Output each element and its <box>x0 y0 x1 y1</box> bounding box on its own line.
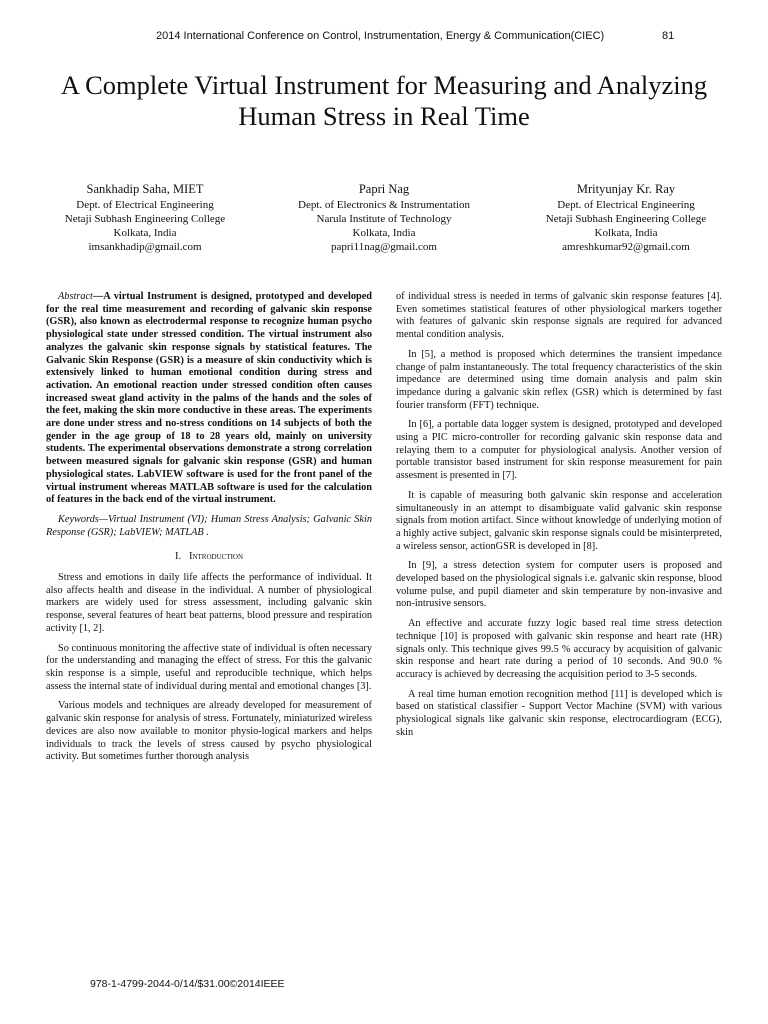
body-paragraph: In [9], a stress detection system for computer users is proposed and developed based on the physiological signals i.e. galvanic skin response, blood volume pulse, and pupil diameter and skin temperature by non-invasive and non-intrusive sensors. <box>396 560 722 610</box>
author-email: imsankhadip@gmail.com <box>88 241 202 253</box>
author-name: Sankhadip Saha, MIET <box>86 182 204 196</box>
author-location: Kolkata, India <box>594 227 658 239</box>
section-title: Introduction <box>188 551 244 563</box>
author-institute: Narula Institute of Technology <box>316 213 452 225</box>
author-dept: Dept. of Electronics & Instrumentation <box>298 199 470 211</box>
body-paragraph: So continuous monitoring the affective state of individual is often necessary for the understanding and managing the effect of stress. For this the galvanic skin response is a simple, useful and reproducible technique, which helps assess the internal state of individual during mental and emotional changes [3]. <box>46 642 372 692</box>
body-paragraph: In [5], a method is proposed which determines the transient impedance change of palm instantaneously. The total frequency characteristics of the skin impedance are determined using time domain analysis and palm skin impedance during a galvanic skin reflex (GSR) which is determined by fast fourier transform (FFT) technique. <box>396 348 722 411</box>
author-name: Papri Nag <box>358 182 410 196</box>
left-column <box>46 291 372 771</box>
body-paragraph: Stress and emotions in daily life affects the performance of individual. It also affects health and disease in the individual. A number of physiological markers are widely used for stress assessment, including galvanic skin response, several features of heart beat patterns, blood pressure and respiration activity [1, 2]. <box>46 572 372 634</box>
author-name: Mrityunjay Kr. Ray <box>576 182 676 196</box>
body-paragraph: In [6], a portable data logger system is designed, prototyped and developed using a PIC micro-controller for recording galvanic skin response data and relaying them to a computer for physiological analysis. Another version of portable transistor based instrument for skin response measurement for pain assesment is presented in [7]. <box>396 419 722 482</box>
abstract <box>46 291 372 507</box>
copyright-footer: 978-1-4799-2044-0/14/$31.00©2014IEEE <box>90 978 285 990</box>
author-2 <box>284 182 484 254</box>
body-paragraph: Various models and techniques are already developed for measurement of galvanic skin response for analysis of stress. Fortunately, miniaturized wireless devices are also now available to monitor physio-logical markers and helps individuals to track the levels of stress caused by psycho physiological activity. But sometimes further thorough analysis <box>46 700 372 763</box>
author-dept: Dept. of Electrical Engineering <box>557 199 695 211</box>
section-heading <box>46 551 372 564</box>
body-paragraph: A real time human emotion recognition method [11] is developed which is based on statistical classifier - Support Vector Machine (SVM) with various physiological signals like galvanic skin response, electrocardiogram (ECG), skin <box>396 688 722 738</box>
author-email: amreshkumar92@gmail.com <box>562 241 690 253</box>
page-number: 81 <box>662 30 675 42</box>
author-dept: Dept. of Electrical Engineering <box>76 199 214 211</box>
author-email: papri11nag@gmail.com <box>331 241 437 253</box>
paper-title: A Complete Virtual Instrument for Measuring and Analyzing Human Stress in Real Time <box>60 70 708 131</box>
right-column <box>396 291 722 747</box>
section-number: I. <box>174 551 182 563</box>
running-header <box>0 30 768 44</box>
body-paragraph: It is capable of measuring both galvanic skin response and acceleration simultaneously in an attempt to disambiguate valid galvanic skin response signals from motion artifact. Since without knowledge of underlying motion of a highly active subject, galvanic skin response signals could be misinterpreted, a wireless sensor, actionGSR is developed in [8]. <box>396 489 722 552</box>
author-location: Kolkata, India <box>352 227 416 239</box>
conference-name: 2014 International Conference on Control, Instrumentation, Energy & Communication(CIEC) <box>156 30 605 42</box>
keywords: Keywords—Virtual Instrument (VI); Human Stress Analysis; Galvanic Skin Response (GSR); LabVIEW; MATLAB . <box>46 513 372 538</box>
abstract-text: —A virtual Instrument is designed, prototyped and developed for the real time measurement and recording of galvanic skin response (GSR), also known as electrodermal response to recognize human psycho physiological state under stressed condition. The virtual instrument also analyzes the galvanic skin response signals by statistical features. The Galvanic Skin Response (GSR) is a measure of skin conductivity which is extensively linked to human emotional condition during stress and activation. An emotional reaction under stressed condition often causes increased sweat gland activity in the palms of the hands and the soles of the feet, making the skin more conductive in these areas. The experiments are done under stress and no-stress conditions on 14 subjects of both the gender in the age group of 18 to 28 years old, mainly on university students. The experimental observations demonstrate a strong correlation between measured signals for galvanic skin response (GSR) and human physiological states. LabVIEW software is used for the front panel of the virtual instrument whereas MATLAB software is used for the calculation of features in the back end of the virtual instrument. <box>46 291 372 506</box>
author-location: Kolkata, India <box>113 227 177 239</box>
abstract-label: Abstract <box>58 291 93 302</box>
author-1 <box>45 182 245 254</box>
author-institute: Netaji Subhash Engineering College <box>64 213 226 225</box>
body-paragraph: An effective and accurate fuzzy logic based real time stress detection technique [10] is proposed with galvanic skin response and heart rate (HR) signals only. This technique gives 99.5 % accuracy by acquisition of galvanic skin response and heart rate during a period of 10 seconds. And 90.0 % accuracy is achieved by decreasing the acquisition period to 3-5 seconds. <box>396 618 722 680</box>
body-paragraph: of individual stress is needed in terms of galvanic skin response features [4]. Even sometimes statistical features of other physiological markers together with features of galvanic skin response signals are required for advanced mental condition analysis. <box>396 291 722 341</box>
author-3 <box>526 182 726 254</box>
author-institute: Netaji Subhash Engineering College <box>545 213 707 225</box>
